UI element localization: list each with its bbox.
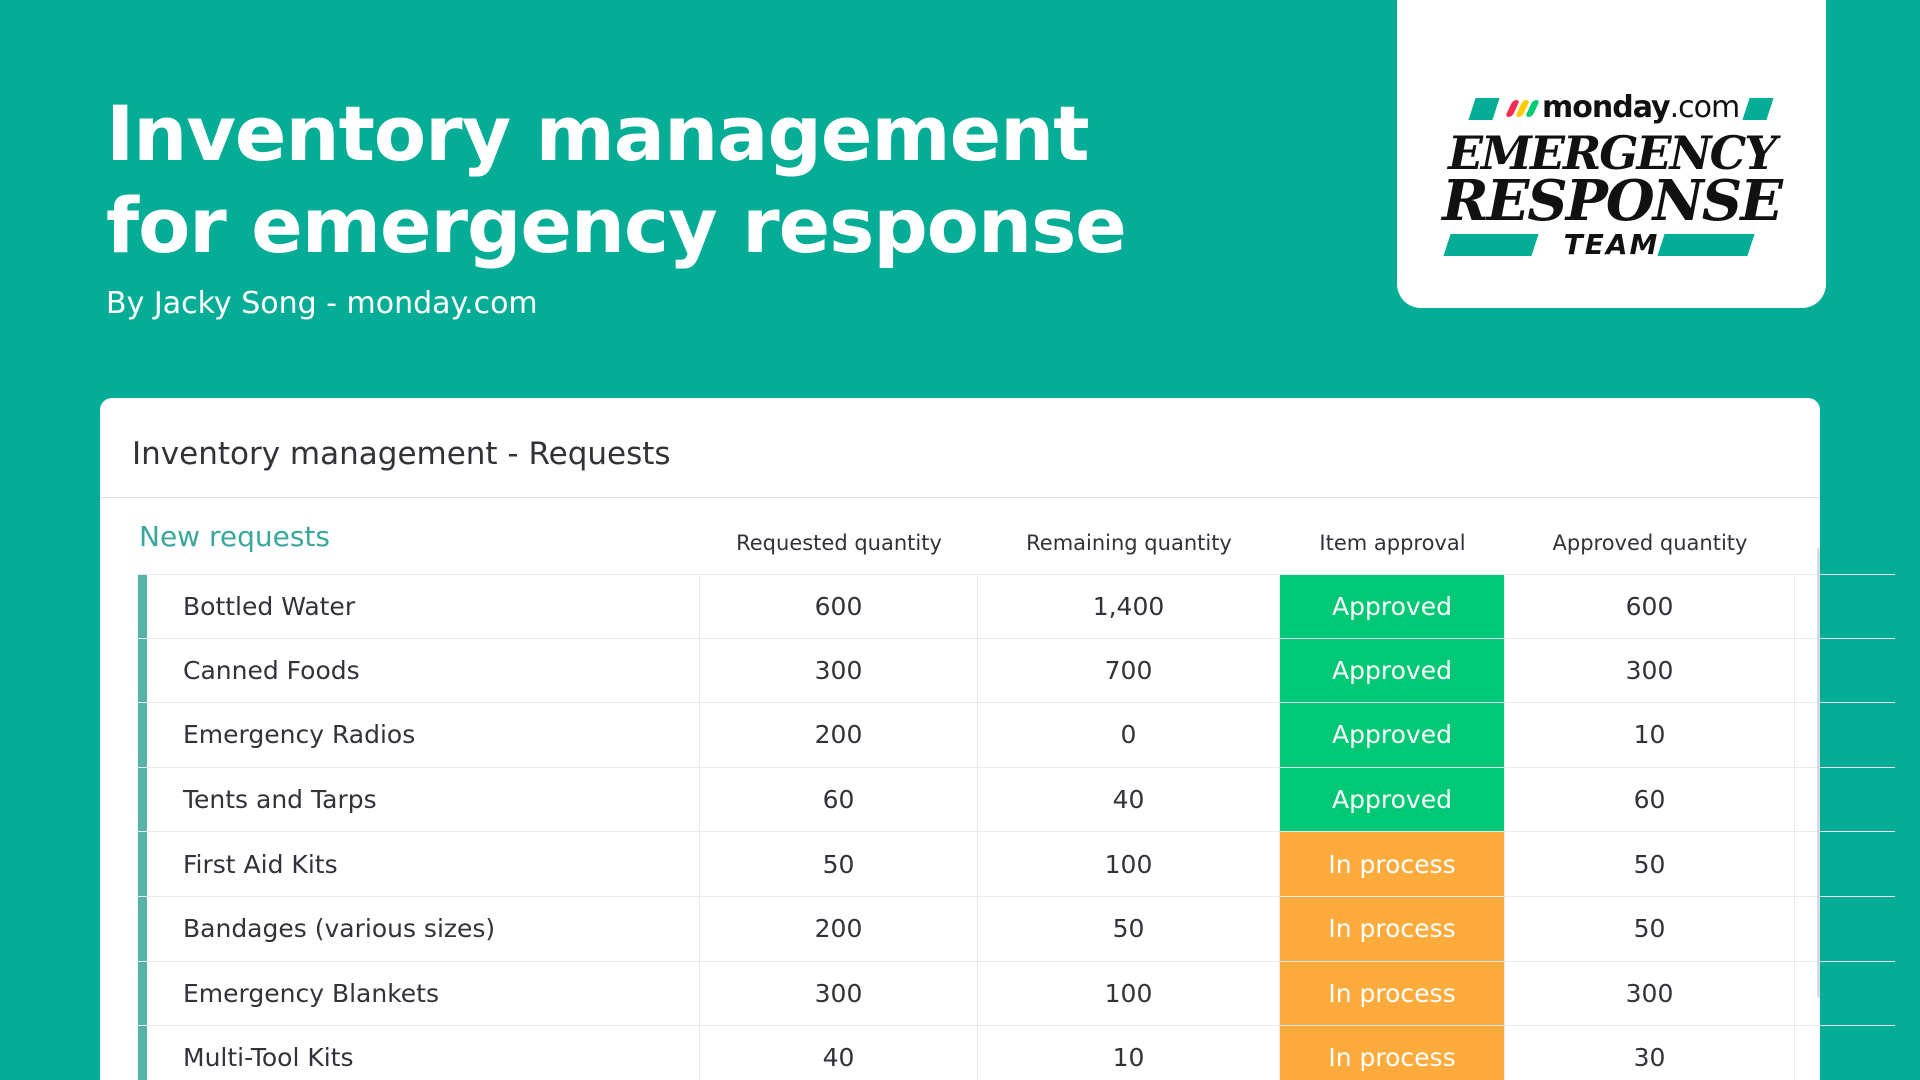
remaining-quantity-cell[interactable]: 1,400 [978, 575, 1280, 638]
table-row[interactable] [138, 897, 1895, 962]
approved-quantity-cell[interactable]: 300 [1505, 639, 1795, 703]
requested-quantity-cell[interactable]: 300 [700, 962, 978, 1026]
logo-stripe [1468, 98, 1499, 120]
requested-quantity-cell[interactable]: 40 [700, 1026, 978, 1080]
logo-stripe [1742, 98, 1773, 120]
board-panel [100, 398, 1820, 1080]
requested-quantity-cell[interactable]: 50 [700, 832, 978, 896]
item-name-cell[interactable]: Canned Foods [138, 639, 700, 703]
items-table [138, 574, 1895, 1080]
item-name-cell[interactable]: Bandages (various sizes) [138, 897, 700, 961]
item-approval-status[interactable]: In process [1280, 962, 1505, 1026]
remaining-quantity-cell[interactable]: 10 [978, 1026, 1280, 1080]
hero-title [106, 88, 1126, 272]
table-row[interactable] [138, 703, 1895, 768]
table-row[interactable] [138, 768, 1895, 833]
logo-emergency: EMERGENCY [1447, 126, 1776, 180]
board-title: Inventory management - Requests [132, 436, 671, 472]
table-row[interactable] [138, 832, 1895, 897]
item-approval-status[interactable]: Approved [1280, 703, 1505, 767]
item-name-cell[interactable]: First Aid Kits [138, 832, 700, 896]
logo-brand-name: monday [1542, 90, 1670, 125]
requested-quantity-cell[interactable]: 200 [700, 703, 978, 767]
column-header-approved-qty[interactable]: Approved quantity [1552, 531, 1748, 555]
item-approval-status[interactable]: In process [1280, 832, 1505, 896]
table-row[interactable] [138, 574, 1895, 639]
approved-quantity-cell[interactable]: 60 [1505, 768, 1795, 832]
remaining-quantity-cell[interactable]: 100 [978, 832, 1280, 896]
approved-quantity-cell[interactable]: 600 [1505, 575, 1795, 638]
approved-quantity-cell[interactable]: 10 [1505, 703, 1795, 767]
requested-quantity-cell[interactable]: 300 [700, 639, 978, 703]
item-name-cell[interactable]: Multi-Tool Kits [138, 1026, 700, 1080]
remaining-quantity-cell[interactable]: 40 [978, 768, 1280, 832]
approved-quantity-cell[interactable]: 30 [1505, 1026, 1795, 1080]
requested-quantity-cell[interactable]: 60 [700, 768, 978, 832]
item-name-cell[interactable]: Emergency Blankets [138, 962, 700, 1026]
column-header-requested[interactable]: Requested quantity [736, 531, 942, 555]
remaining-quantity-cell[interactable]: 700 [978, 639, 1280, 703]
item-name-cell[interactable]: Emergency Radios [138, 703, 700, 767]
item-name-cell[interactable]: Tents and Tarps [138, 768, 700, 832]
requested-quantity-cell[interactable]: 200 [700, 897, 978, 961]
table-row[interactable] [138, 962, 1895, 1027]
item-approval-status[interactable]: Approved [1280, 639, 1505, 703]
table-row[interactable] [138, 639, 1895, 704]
item-approval-status[interactable]: Approved [1280, 768, 1505, 832]
logo-card [1397, 0, 1826, 308]
logo-team: TEAM [1563, 228, 1660, 261]
group-title[interactable]: New requests [139, 520, 330, 553]
item-approval-status[interactable]: In process [1280, 1026, 1505, 1080]
byline: By Jacky Song - monday.com [106, 286, 538, 321]
requested-quantity-cell[interactable]: 600 [700, 575, 978, 638]
approved-quantity-cell[interactable]: 300 [1505, 962, 1795, 1026]
hero-title-line1: Inventory management [106, 89, 1089, 178]
item-approval-status[interactable]: In process [1280, 897, 1505, 961]
board-divider [100, 497, 1820, 498]
item-name-cell[interactable]: Bottled Water [138, 575, 700, 638]
approved-quantity-cell[interactable]: 50 [1505, 897, 1795, 961]
monday-logo [1509, 90, 1739, 125]
remaining-quantity-cell[interactable]: 0 [978, 703, 1280, 767]
logo-brand-suffix: .com [1669, 90, 1740, 125]
item-approval-status[interactable]: Approved [1280, 575, 1505, 638]
column-header-approval[interactable]: Item approval [1319, 531, 1466, 555]
remaining-quantity-cell[interactable]: 100 [978, 962, 1280, 1026]
hero-title-line2: for emergency response [106, 181, 1126, 270]
approved-quantity-cell[interactable]: 50 [1505, 832, 1795, 896]
remaining-quantity-cell[interactable]: 50 [978, 897, 1280, 961]
logo-response: RESPONSE [1442, 168, 1781, 234]
column-header-remaining[interactable]: Remaining quantity [1026, 531, 1232, 555]
vertical-scrollbar[interactable] [1817, 548, 1820, 998]
monday-dots-icon [1509, 100, 1536, 117]
table-row[interactable] [138, 1026, 1895, 1080]
